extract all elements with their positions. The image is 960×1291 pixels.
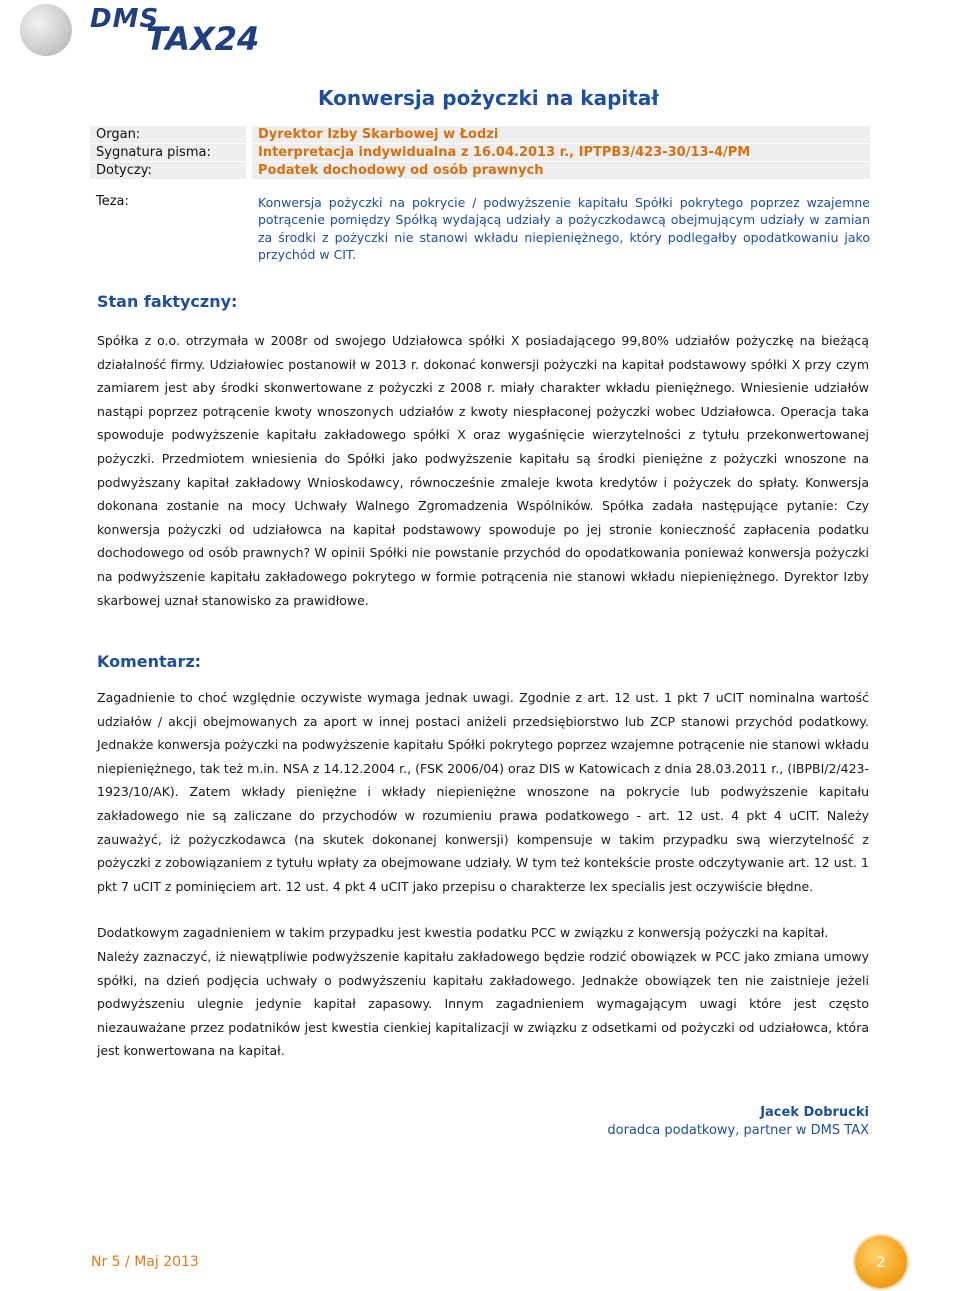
komentarz-paragraph-2: Dodatkowym zagadnieniem w takim przypadku jest kwestia podatku PCC w związku z konwersją pożyczki na kapitał. xyxy=(97,925,829,940)
komentarz-paragraph-3: Należy zaznaczyć, iż niewątpliwie podwyższenie kapitału zakładowego będzie rodzić obowiązek w PCC jako zmiana umowy spółki, na dzień podjęcia uchwały o podwyższeniu kapitału zakładowego. Jednakże obowiązek ten nie zaistnieje jeżeli podwyższeniu ulegnie jedynie kapitał zapasowy. Innym zagadnieniem wymagającym uwagi które jest często niezauważane przez podatników jest kwestia cienkiej kapitalizacji w związku z odsetkami od pożyczki od udziałowca, która jest konwertowana na kapitał. xyxy=(97,949,869,1059)
issue-label: Nr 5 / Maj 2013 xyxy=(91,1254,199,1270)
page-title: Konwersja pożyczki na kapitał xyxy=(318,86,659,110)
dotyczy-value: Podatek dochodowy od osób prawnych xyxy=(252,162,870,179)
organ-value: Dyrektor Izby Skarbowej w Łodzi xyxy=(252,126,870,143)
meta-row-dotyczy xyxy=(90,162,870,179)
teza-value: Konwersja pożyczki na pokrycie / podwyższenie kapitału Spółki pokrytego poprzez wzajemne potrącenie pomiędzy Spółką wydającą udziały a pożyczkodawcą obejmującym udziały w zamian za środki z pożyczki nie stanowi wkładu niepieniężnego, który podlegałby opodatkowaniu jako przychód w CIT. xyxy=(258,195,870,262)
teza-label: Teza: xyxy=(96,194,129,209)
sygnatura-value: Interpretacja indywidualna z 16.04.2013 r., IPTPB3/423-30/13-4/PM xyxy=(252,144,870,161)
logo-brand-bottom: TAX24 xyxy=(146,20,260,58)
organ-label: Organ: xyxy=(90,126,246,143)
logo-globe-icon xyxy=(20,4,72,56)
meta-row-sygnatura xyxy=(90,144,870,161)
stan-faktyczny-text: Spółka z o.o. otrzymała w 2008r od swojego Udziałowca spółki X posiadającego 99,80% udziałów pożyczkę na bieżącą działalność firmy. Udziałowiec postanowił w 2013 r. dokonać konwersji pożyczki na kapitał podstawowy spółki X przy czym zamiarem jest aby środki skonwertowane z pożyczki z 2008 r. miały charakter wkładu pieniężnego. Wniesienie udziałów nastąpi poprzez potrącenie kwoty wnoszonych udziałów z kwoty niespłaconej pożyczki wobec Udziałowca. Operacja taka spowoduje podwyższenie kapitału zakładowego spółki X oraz wygaśnięcie wierzytelności z tytułu przekonwertowanej pożyczki. Przedmiotem wniesienia do Spółki jako podwyższenie kapitału są środki pieniężne z pożyczki wnoszone na podwyższany kapitał zakładowy Wnioskodawcy, równocześnie zmaleje kwota kredytów i pożyczek do spłaty. Konwersja dokonana zostanie na mocy Uchwały Walnego Zgromadzenia Wspólników. Spółka zadała następujące pytanie: Czy konwersja pożyczki od udziałowca na kapitał podstawowy spowoduje po jej stronie konieczność zapłacenia podatku dochodowego od osób prawnych? W opinii Spółki nie powstanie przychód do opodatkowania ponieważ konwersja pożyczki na podwyższenie kapitału zakładowego pokrytego w formie potrącenia nie stanowi wkładu niepieniężnego. Dyrektor Izby skarbowej uznał stanowisko za prawidłowe. xyxy=(97,333,869,608)
komentarz-heading: Komentarz: xyxy=(97,652,202,671)
page-number: 2 xyxy=(876,1253,886,1271)
page-number-badge xyxy=(855,1236,907,1288)
dotyczy-label: Dotyczy: xyxy=(90,162,246,179)
komentarz-paragraph-1: Zagadnienie to choć względnie oczywiste wymaga jednak uwagi. Zgodnie z art. 12 ust. 1 pkt 7 uCIT nominalna wartość udziałów / akcji obejmowanych za aport w innej postaci aniżeli przedsiębiorstwo lub ZCP stanowi przychód podatkowy. Jednakże konwersja pożyczki na podwyższenie kapitału Spółki pokrytego poprzez wzajemne potrącenie nie stanowi wkładu niepieniężnego, tak też m.in. NSA z 14.12.2004 r., (FSK 2006/04) oraz DIS w Katowicach z dnia 28.03.2011 r., (IBPBI/2/423-1923/10/AK). Zatem wkłady pieniężne i wkłady niepieniężne wnoszone na pokrycie lub podwyższenie kapitału zakładowego nie są zaliczane do przychodów w rozumieniu prawa podatkowego - art. 12 ust. 4 pkt 4 uCIT. Należy zauważyć, iż pożyczkodawca (na skutek dokonanej konwersji) kompensuje w takim przypadku swą wierzytelność z pożyczki z zobowiązaniem z tytułu wpłaty za obejmowane udziały. W tym też kontekście proste odczytywanie art. 12 ust. 1 pkt 7 uCIT z pominięciem art. 12 ust. 4 pkt 4 uCIT jako przepisu o charakterze lex specialis jest oczywiście błędne. xyxy=(97,690,869,894)
author-role: doradca podatkowy, partner w DMS TAX xyxy=(607,1123,869,1138)
sygnatura-label: Sygnatura pisma: xyxy=(90,144,246,161)
logo-brand-top: DMS xyxy=(90,4,160,34)
author-name: Jacek Dobrucki xyxy=(760,1105,869,1120)
dms-tax24-logo xyxy=(20,4,260,60)
meta-row-organ xyxy=(90,126,870,143)
signature-block xyxy=(607,1104,869,1140)
stan-faktyczny-heading: Stan faktyczny: xyxy=(97,292,238,311)
